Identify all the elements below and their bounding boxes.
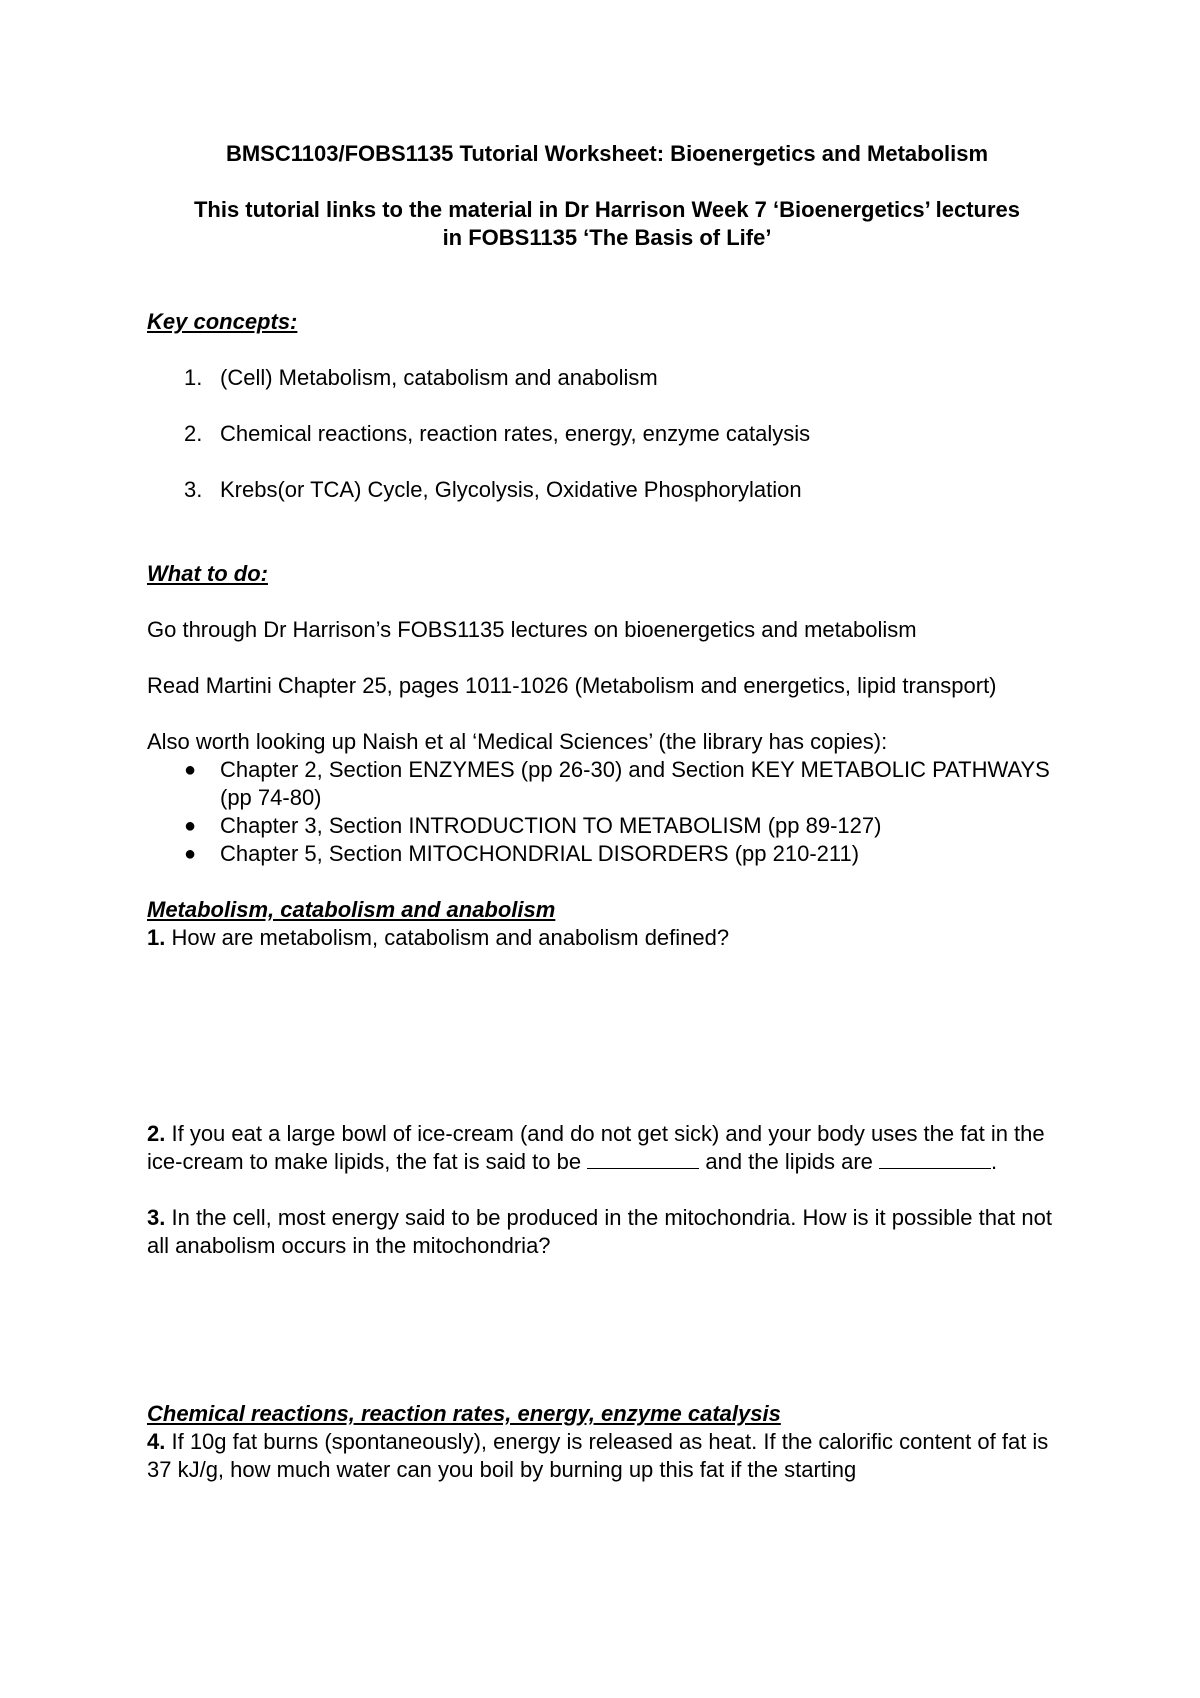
- answer-blank[interactable]: [879, 1148, 991, 1169]
- bullet-icon: ●: [184, 843, 197, 865]
- question-number: 1.: [147, 925, 166, 950]
- question-1: [147, 924, 1067, 952]
- bullet-icon: ●: [184, 759, 197, 781]
- list-number: 2.: [184, 421, 203, 446]
- question-text: and the lipids are: [705, 1149, 873, 1174]
- list-text: Chapter 5, Section MITOCHONDRIAL DISORDERS (pp 210-211): [220, 841, 860, 866]
- list-text: Chapter 2, Section ENZYMES (pp 26-30) and Section KEY METABOLIC PATHWAYS (pp 74-80): [220, 757, 1050, 810]
- page-subtitle: [147, 196, 1067, 252]
- question-number: 3.: [147, 1205, 166, 1230]
- key-concepts-heading: Key concepts:: [147, 309, 298, 334]
- question-3: [147, 1204, 1067, 1260]
- question-text: How are metabolism, catabolism and anabolism defined?: [171, 925, 730, 950]
- section-chemical-reactions-heading: Chemical reactions, reaction rates, energy, enzyme catalysis: [147, 1401, 781, 1426]
- question-number: 4.: [147, 1429, 166, 1454]
- answer-blank[interactable]: [587, 1148, 699, 1169]
- section-metabolism-heading: Metabolism, catabolism and anabolism: [147, 897, 556, 922]
- list-item: [147, 420, 1067, 448]
- what-to-do-paragraph-2: Read Martini Chapter 25, pages 1011-1026 (Metabolism and energetics, lipid transport): [147, 673, 997, 698]
- question-text: In the cell, most energy said to be produced in the mitochondria. How is it possible that not all anabolism occurs in the mitochondria?: [147, 1205, 1052, 1258]
- list-text: (Cell) Metabolism, catabolism and anabolism: [220, 365, 658, 390]
- page-title: BMSC1103/FOBS1135 Tutorial Worksheet: Bioenergetics and Metabolism: [225, 141, 989, 166]
- list-item: [147, 812, 1067, 840]
- worksheet-page: [147, 140, 1067, 1484]
- question-number: 2.: [147, 1121, 166, 1146]
- list-number: 1.: [184, 365, 203, 390]
- what-to-do-heading: What to do:: [147, 561, 268, 586]
- bullet-icon: ●: [184, 815, 197, 837]
- question-end: .: [991, 1149, 998, 1174]
- list-text: Chapter 3, Section INTRODUCTION TO METABOLISM (pp 89-127): [220, 813, 882, 838]
- question-2: [147, 1120, 1067, 1176]
- subtitle-line-2: in FOBS1135 ‘The Basis of Life’: [442, 225, 772, 250]
- list-item: [147, 476, 1067, 504]
- list-text: Krebs(or TCA) Cycle, Glycolysis, Oxidative Phosphorylation: [220, 477, 802, 502]
- list-number: 3.: [184, 477, 203, 502]
- list-item: [147, 364, 1067, 392]
- question-text: If you eat a large bowl of ice-cream (and do not get sick) and your body uses the fat in the ice-cream to make lipids, the fat is said to be: [147, 1121, 1045, 1174]
- subtitle-line-1: This tutorial links to the material in Dr Harrison Week 7 ‘Bioenergetics’ lectures: [193, 197, 1021, 222]
- what-to-do-paragraph-1: Go through Dr Harrison’s FOBS1135 lectures on bioenergetics and metabolism: [147, 617, 917, 642]
- question-4: [147, 1428, 1067, 1484]
- key-concepts-list: [147, 364, 1067, 504]
- list-item: [147, 756, 1067, 812]
- what-to-do-paragraph-3: Also worth looking up Naish et al ‘Medical Sciences’ (the library has copies):: [147, 729, 888, 754]
- list-item: [147, 840, 1067, 868]
- list-text: Chemical reactions, reaction rates, energy, enzyme catalysis: [220, 421, 811, 446]
- question-text: If 10g fat burns (spontaneously), energy is released as heat. If the calorific content of fat is 37 kJ/g, how much water can you boil by burning up this fat if the starting: [147, 1429, 1049, 1482]
- reading-list: [147, 756, 1067, 868]
